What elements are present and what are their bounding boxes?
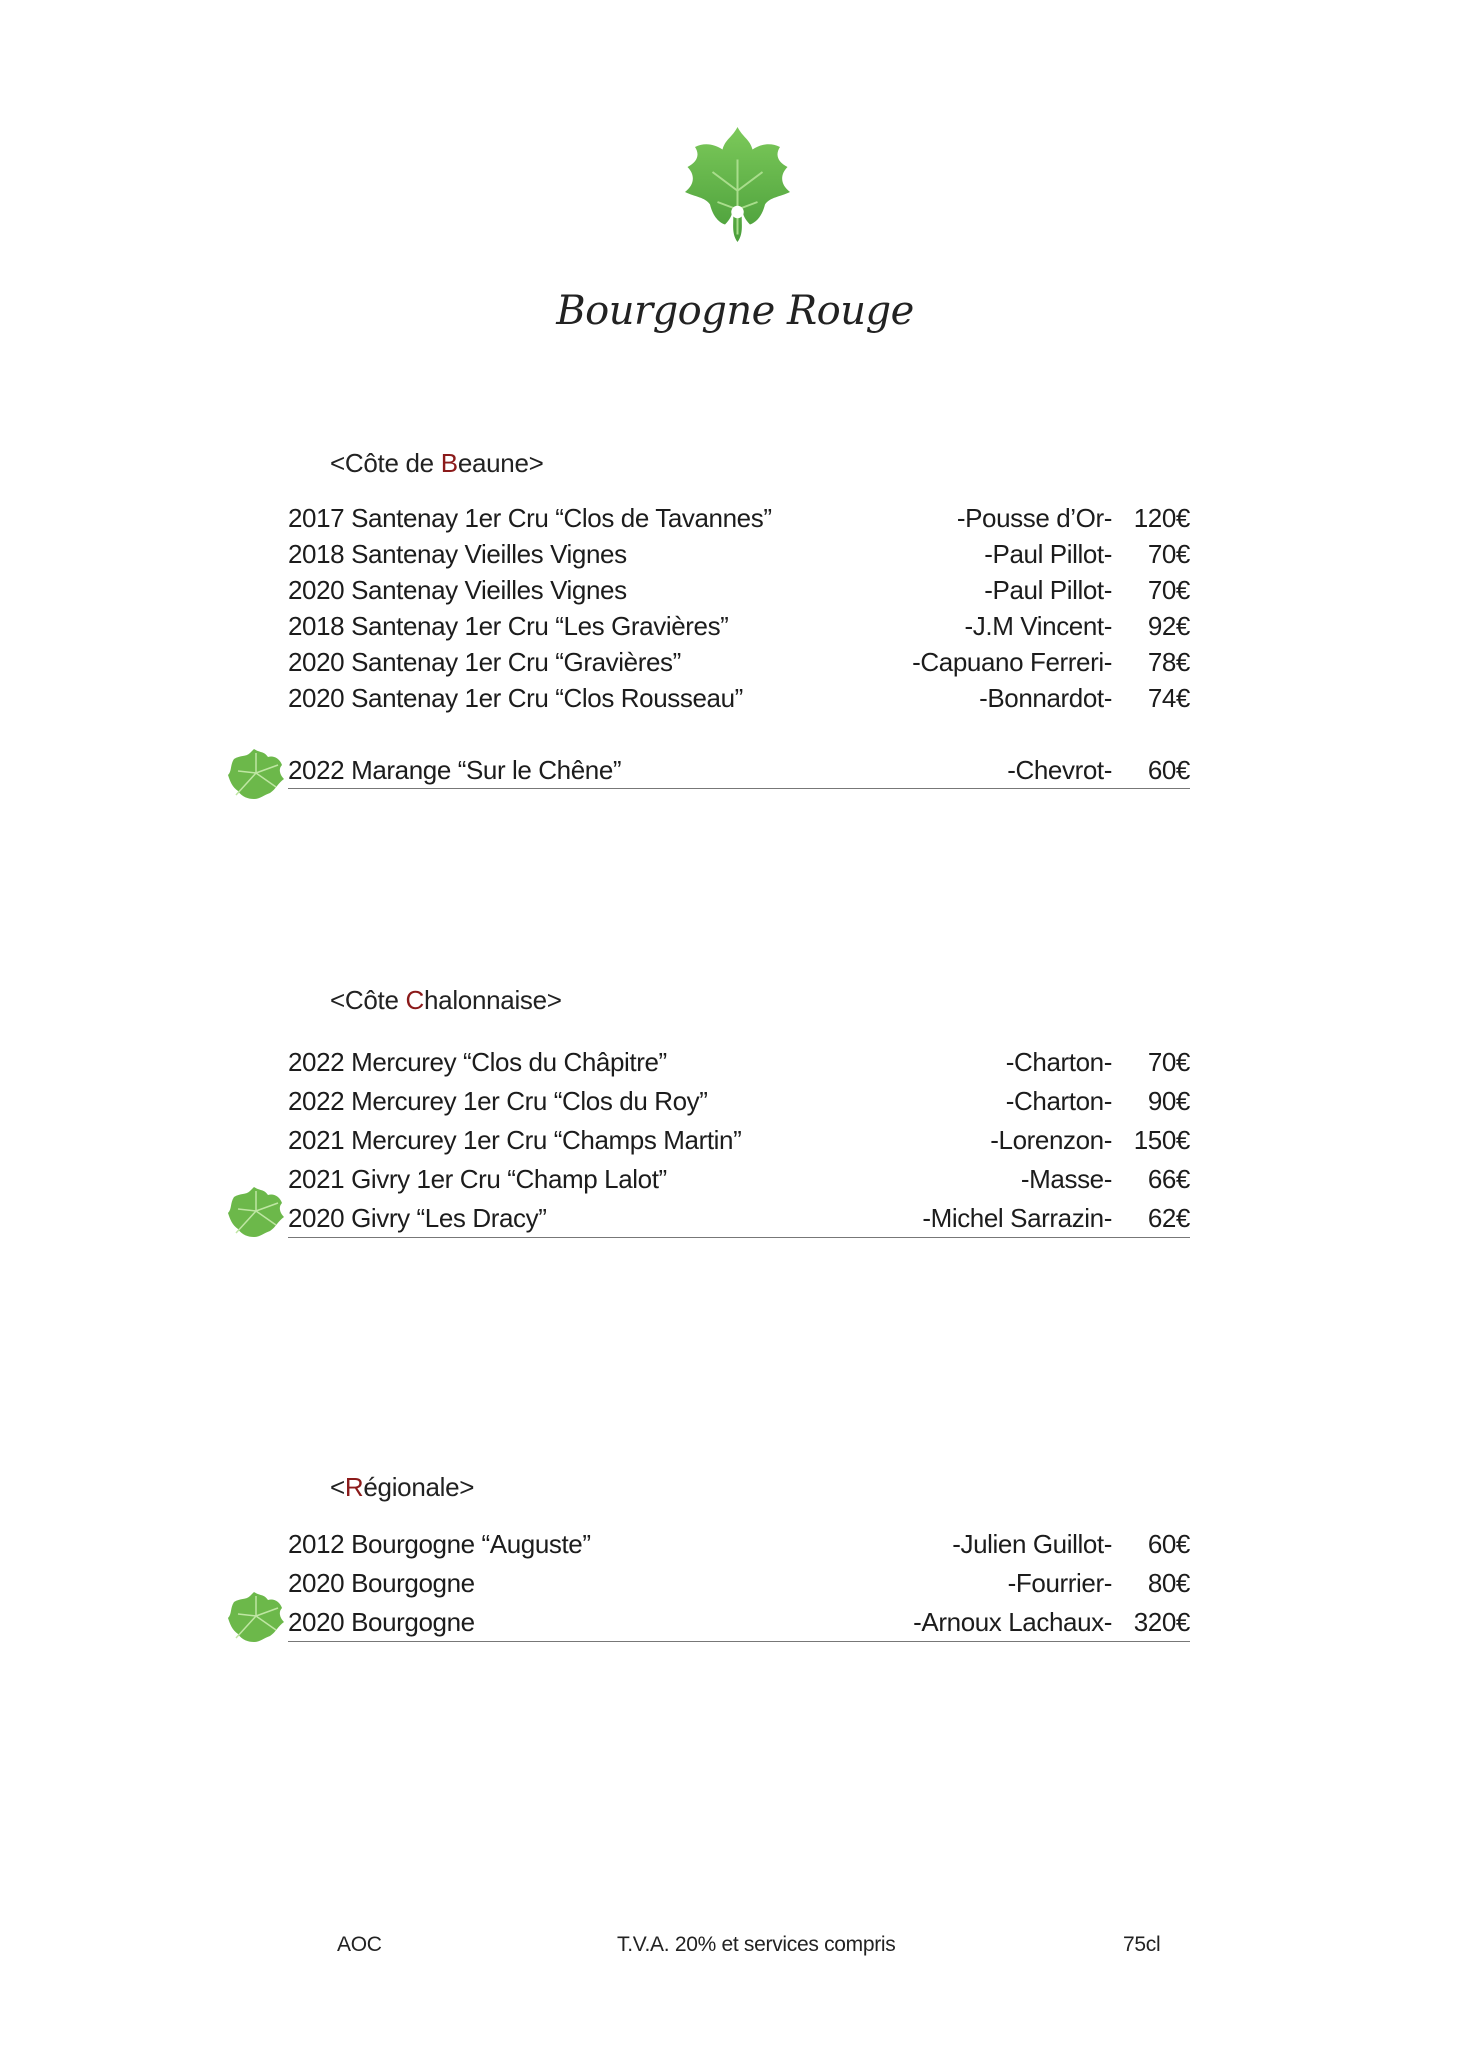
wine-price: 92€ xyxy=(1147,611,1190,641)
section-heading-initial: R xyxy=(344,1472,364,1502)
wine-producer: -Chevrot- xyxy=(1007,755,1112,785)
page-title: Bourgogne Rouge xyxy=(556,288,914,334)
section-heading-prefix: < xyxy=(330,1472,345,1502)
wine-name: 2018 Santenay Vieilles Vignes xyxy=(288,539,627,569)
wine-name: 2021 Givry 1er Cru “Champ Lalot” xyxy=(288,1164,667,1194)
leaf-icon xyxy=(226,745,286,803)
wine-price: 60€ xyxy=(1147,755,1190,785)
wine-name: 2022 Mercurey 1er Cru “Clos du Roy” xyxy=(288,1086,708,1116)
section-heading-suffix: halonnaise> xyxy=(424,985,562,1015)
wine-name: 2020 Santenay 1er Cru “Clos Rousseau” xyxy=(288,683,743,713)
wine-price: 70€ xyxy=(1147,539,1190,569)
wine-row xyxy=(288,608,1190,644)
wine-price: 62€ xyxy=(1147,1203,1190,1233)
footer-aoc: AOC xyxy=(337,1933,382,1956)
vine-leaf-logo-icon xyxy=(675,122,800,247)
wine-name: 2020 Santenay Vieilles Vignes xyxy=(288,575,627,605)
wine-row xyxy=(288,500,1190,536)
footer-tax-note: T.V.A. 20% et services compris xyxy=(617,1933,896,1956)
wine-price: 120€ xyxy=(1133,503,1190,533)
wine-row xyxy=(288,1043,1190,1082)
wine-row xyxy=(288,680,1190,716)
wine-producer: -Charton- xyxy=(1005,1086,1112,1116)
wine-name: 2020 Givry “Les Dracy” xyxy=(288,1203,547,1233)
wine-producer: -J.M Vincent- xyxy=(964,611,1112,641)
wine-producer: -Pousse d’Or- xyxy=(956,503,1112,533)
wine-price: 80€ xyxy=(1147,1568,1190,1598)
wine-price: 74€ xyxy=(1147,683,1190,713)
wine-price: 66€ xyxy=(1147,1164,1190,1194)
wine-price: 70€ xyxy=(1147,1047,1190,1077)
wine-row xyxy=(288,1160,1190,1199)
wine-producer: -Paul Pillot- xyxy=(984,575,1112,605)
section-heading-cote-chalonnaise xyxy=(330,985,562,1016)
wine-name: 2020 Bourgogne xyxy=(288,1568,475,1598)
section-heading-prefix: <Côte xyxy=(330,985,406,1015)
wine-name: 2020 Santenay 1er Cru “Gravières” xyxy=(288,647,681,677)
wine-row xyxy=(288,572,1190,608)
wine-name: 2020 Bourgogne xyxy=(288,1607,475,1637)
wine-producer: -Charton- xyxy=(1005,1047,1112,1077)
wine-row xyxy=(288,536,1190,572)
wine-price: 150€ xyxy=(1133,1125,1190,1155)
wine-price: 60€ xyxy=(1147,1529,1190,1559)
wine-name: 2012 Bourgogne “Auguste” xyxy=(288,1529,591,1559)
wine-price: 320€ xyxy=(1133,1607,1190,1637)
wine-row xyxy=(288,1525,1190,1564)
wine-name: 2017 Santenay 1er Cru “Clos de Tavannes” xyxy=(288,503,772,533)
leaf-icon xyxy=(226,1183,286,1241)
wine-producer: -Bonnardot- xyxy=(979,683,1112,713)
section-heading-regionale xyxy=(330,1472,474,1503)
wine-producer: -Michel Sarrazin- xyxy=(922,1203,1112,1233)
footer-volume: 75cl xyxy=(1123,1933,1161,1956)
wine-row xyxy=(288,1082,1190,1121)
wine-name: 2022 Marange “Sur le Chêne” xyxy=(288,755,622,785)
wine-name: 2021 Mercurey 1er Cru “Champs Martin” xyxy=(288,1125,742,1155)
wine-row xyxy=(288,1121,1190,1160)
section-heading-suffix: eaune> xyxy=(457,448,544,478)
wine-name: 2022 Mercurey “Clos du Châpitre” xyxy=(288,1047,667,1077)
wine-row xyxy=(288,644,1190,680)
wine-row xyxy=(288,752,1190,789)
section-heading-suffix: égionale> xyxy=(363,1472,475,1502)
wine-producer: -Arnoux Lachaux- xyxy=(913,1607,1112,1637)
wine-producer: -Paul Pillot- xyxy=(984,539,1112,569)
wine-list-cote-chalonnaise xyxy=(288,1043,1190,1238)
wine-row xyxy=(288,1564,1190,1603)
wine-price: 70€ xyxy=(1147,575,1190,605)
section-heading-initial: C xyxy=(405,985,425,1015)
wine-row xyxy=(288,1199,1190,1238)
wine-producer: -Lorenzon- xyxy=(990,1125,1112,1155)
section-heading-initial: B xyxy=(440,448,458,478)
wine-producer: -Fourrier- xyxy=(1007,1568,1112,1598)
wine-price: 78€ xyxy=(1147,647,1190,677)
leaf-icon xyxy=(226,1588,286,1646)
wine-row xyxy=(288,1603,1190,1642)
wine-producer: -Capuano Ferreri- xyxy=(912,647,1112,677)
section-heading-prefix: <Côte de xyxy=(330,448,441,478)
wine-producer: -Masse- xyxy=(1020,1164,1112,1194)
wine-list-regionale xyxy=(288,1525,1190,1642)
wine-list-cote-de-beaune xyxy=(288,500,1190,789)
wine-producer: -Julien Guillot- xyxy=(952,1529,1112,1559)
wine-price: 90€ xyxy=(1147,1086,1190,1116)
section-heading-cote-de-beaune xyxy=(330,448,544,479)
wine-name: 2018 Santenay 1er Cru “Les Gravières” xyxy=(288,611,729,641)
